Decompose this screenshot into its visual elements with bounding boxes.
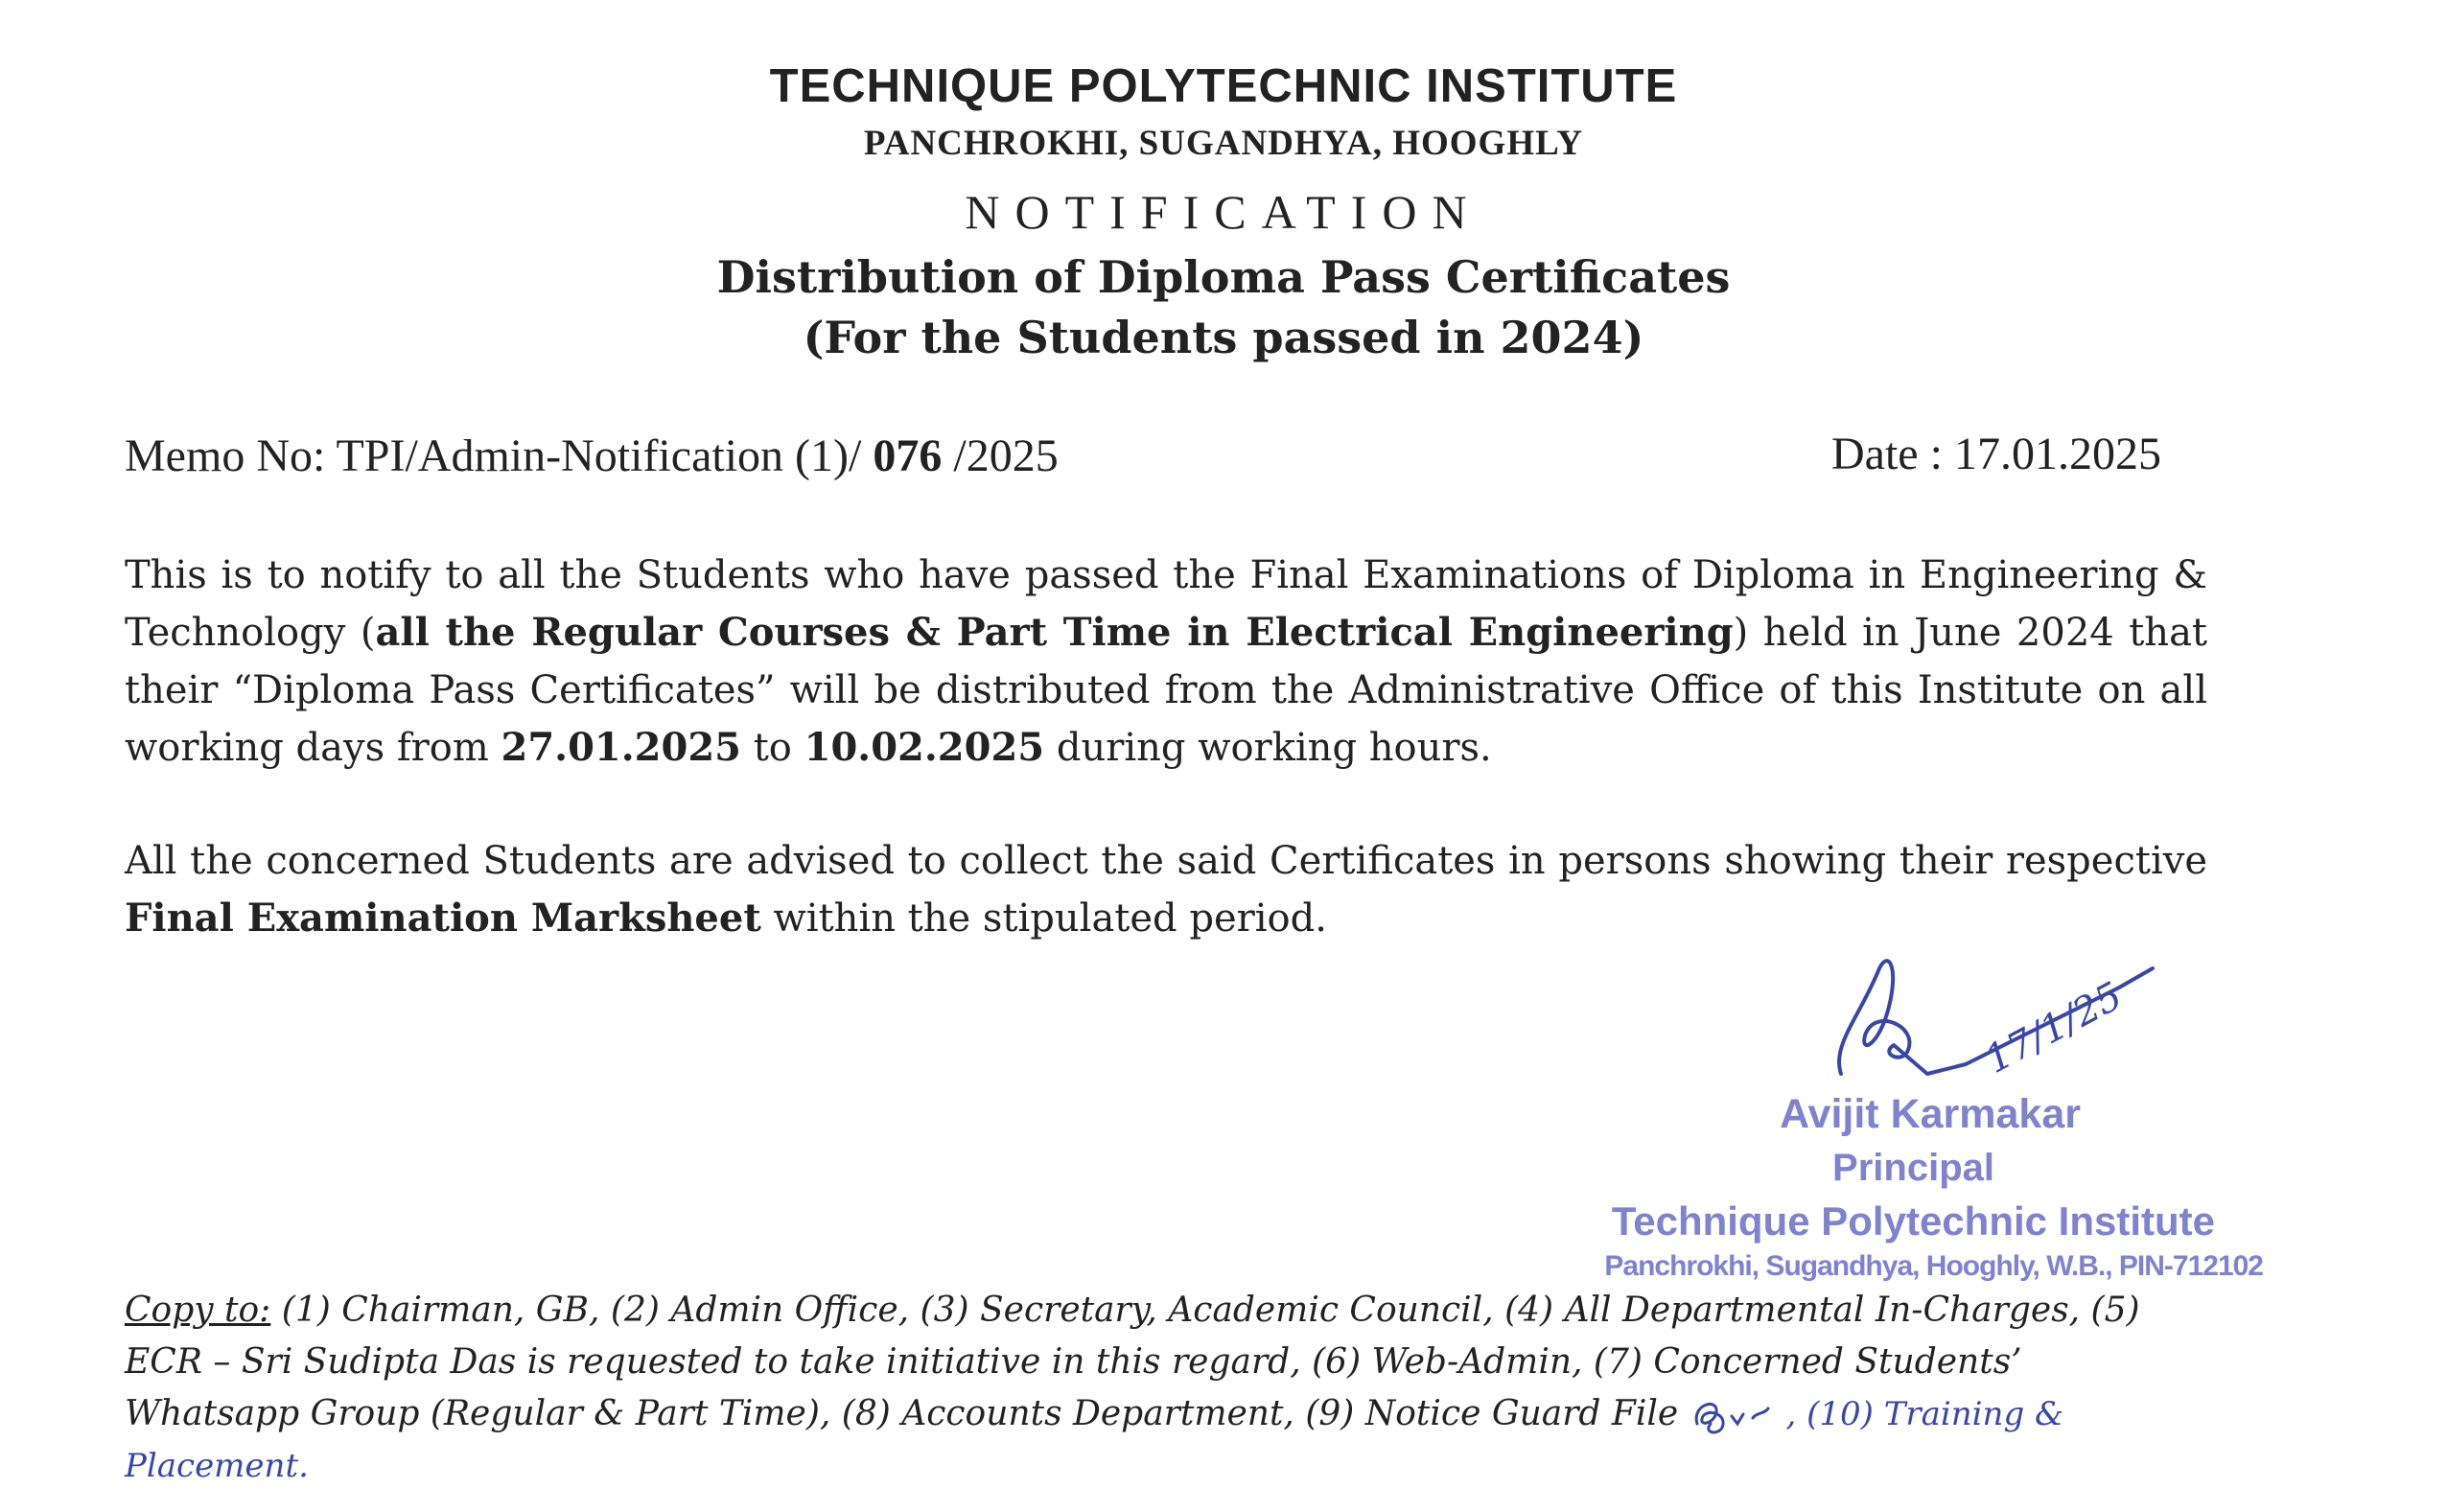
- memo-serial: 076: [873, 430, 943, 481]
- copy-to-handwritten: , (10) Training & Placement.: [125, 1395, 2064, 1485]
- para1-end-date: 10.02.2025: [804, 725, 1045, 770]
- stamp-name: Avijit Karmakar: [1780, 1091, 2081, 1137]
- institute-address: PANCHROKHI, SUGANDHYA, HOOGHLY: [863, 124, 1584, 163]
- memo-prefix: Memo No: TPI/Admin-Notification (1)/: [125, 430, 874, 481]
- handwritten-initials: [1690, 1395, 1776, 1437]
- signature-date: 17/1/25: [1978, 973, 2130, 1082]
- memo-number: [125, 430, 1059, 482]
- para2-marksheet: Final Examination Marksheet: [125, 896, 761, 941]
- para1-start-date: 27.01.2025: [501, 725, 742, 770]
- para2-text-c: within the stipulated period.: [760, 896, 1327, 941]
- notice-paragraph-1: [125, 547, 2207, 777]
- principal-signature: [1822, 930, 2167, 1103]
- para1-text-e: to: [741, 726, 804, 770]
- para1-text-g: during working hours.: [1044, 726, 1492, 770]
- para2-text-a: All the concerned Students are advised to collect the said Certificates in persons showing their respective: [125, 839, 2207, 883]
- subject-title: Distribution of Diploma Pass Certificates: [716, 251, 1731, 303]
- memo-suffix: /2025: [942, 430, 1059, 481]
- institute-name: TECHNIQUE POLYTECHNIC INSTITUTE: [769, 60, 1678, 112]
- copy-to-list: [125, 1285, 2207, 1492]
- stamp-institute: Technique Polytechnic Institute: [1611, 1198, 2215, 1244]
- stamp-address: Panchrokhi, Sugandhya, Hooghly, W.B., PIN-712102: [1604, 1250, 2263, 1282]
- subject-subtitle: (For the Students passed in 2024): [803, 312, 1644, 363]
- para1-courses: all the Regular Courses & Part Time in Electrical Engineering: [375, 610, 1734, 655]
- copy-to-label: Copy to:: [125, 1291, 271, 1330]
- stamp-designation: Principal: [1832, 1147, 1994, 1189]
- copy-to-recipients: (1) Chairman, GB, (2) Admin Office, (3) Secretary, Academic Council, (4) All Departmental In-Charges, (5) ECR – Sri Sudipta Das is requested to take initiative in this regard, (6) Web-Admin, (7) Concerned Students’ Whatsapp Group (Regular & Part Time), (8) Accounts Department, (9) Notice Guard File: [125, 1291, 2140, 1433]
- para1-text-c: ) held in June 2024 that their “Diploma Pass Certificates” will be distributed from the Administrative Office of this Institute on all working days from: [125, 611, 2207, 770]
- para1-text-a: This is to notify to all the Students who have passed the Final Examinations of Diploma in Engineering & Technology (: [125, 553, 2207, 655]
- notification-heading: NOTIFICATION: [965, 185, 1482, 239]
- memo-date: Date : 17.01.2025: [1831, 429, 2161, 479]
